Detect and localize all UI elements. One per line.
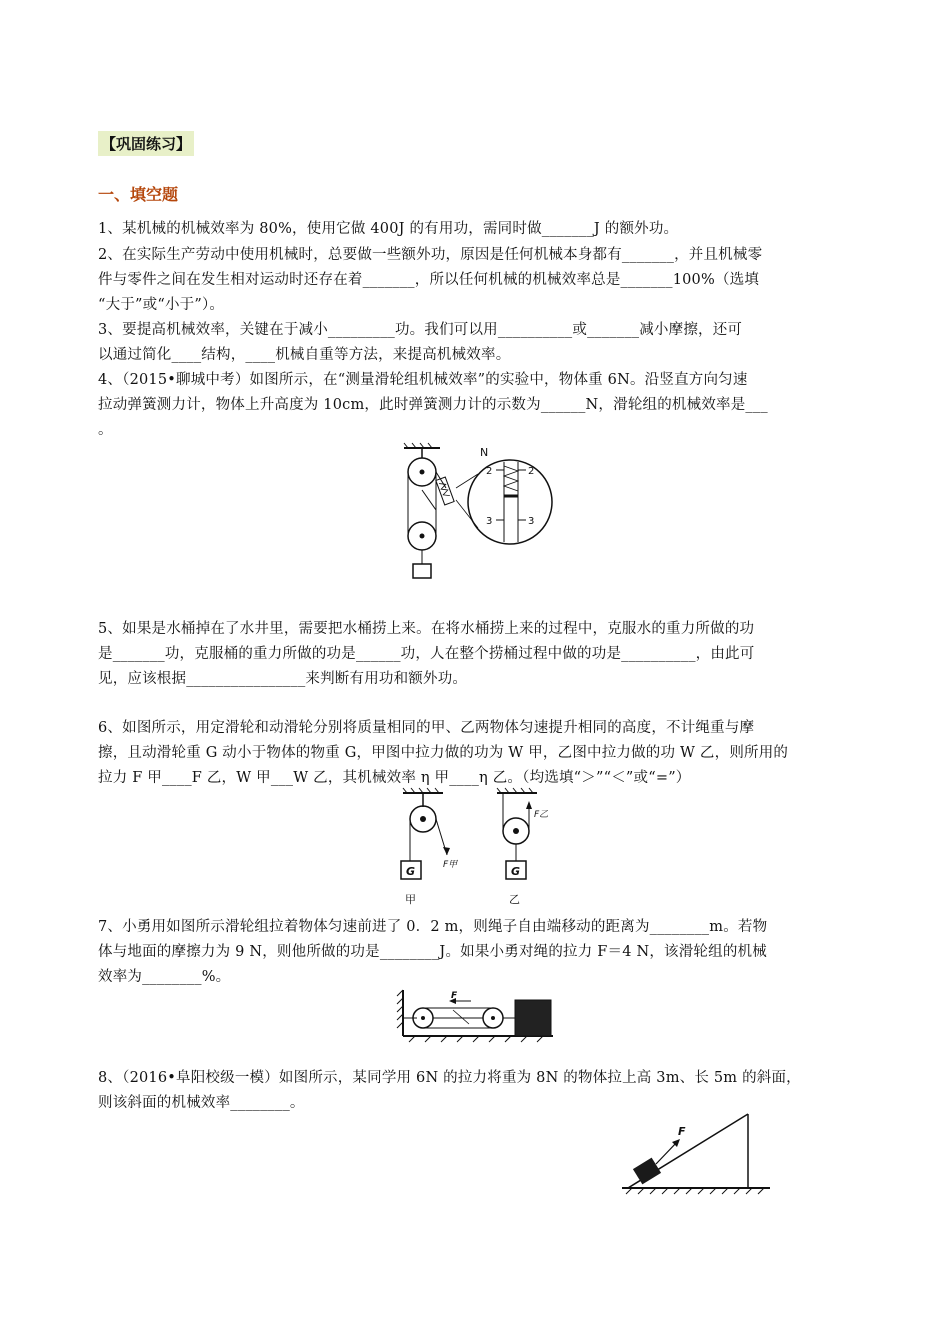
block-g-right-label: G <box>511 865 521 878</box>
force-f-label: F <box>451 991 458 1001</box>
fixed-movable-pulley-figure <box>393 787 563 907</box>
block-g-left-label: G <box>406 865 416 878</box>
question-4: 4、（2015•聊城中考）如图所示，在“测量滑轮组机械效率”的实验中，物体重 6N。沿竖直方向匀速 拉动弹簧测力计，物体上升高度为 10cm，此时弹簧测力计的示数为______N，滑轮组的机械效率是___ 。 <box>98 372 768 438</box>
horizontal-pulley-figure <box>393 988 555 1044</box>
tick-label-2-right: 2 <box>528 466 535 477</box>
question-2: 2、在实际生产劳动中使用机械时，总要做一些额外功，原因是任何机械本身都有_______，并且机械零 件与零件之间在发生相对运动时还存在着_______，所以任何机械的机械效率总是_______100%（选填 “大于”或“小于”）。 <box>98 247 763 313</box>
question-6: 6、如图所示，用定滑轮和动滑轮分别将质量相同的甲、乙两物体匀速提升相同的高度，不计绳重与摩 擦，且动滑轮重 G 动小于物体的物重 G，甲图中拉力做的功为 W 甲，乙图中拉力做的功 W 乙，则所用的 拉力 F 甲____F 乙，W 甲___W 乙，其机械效率 η 甲____η 乙。（均选填“＞”“＜”或“=”） <box>98 720 789 786</box>
force-f-yi-label: F乙 <box>534 810 549 820</box>
tick-label-3-right: 3 <box>528 516 535 527</box>
question-1: 1、某机械的机械效率为 80%，使用它做 400J 的有用功，需同时做_______J 的额外功。 <box>98 221 679 237</box>
section-title: 一、填空题 <box>98 185 179 204</box>
tick-label-2-left: 2 <box>486 466 493 477</box>
question-3: 3、要提高机械效率，关键在于减小_________功。我们可以用__________或_______减小摩擦，还可 以通过简化____结构，____机械自重等方法，来提高机械效率。 <box>98 322 743 363</box>
tick-label-3-left: 3 <box>486 516 493 527</box>
caption-jia: 甲 <box>405 893 416 906</box>
question-8: 8、（2016•阜阳校级一模）如图所示，某同学用 6N 的拉力将重为 8N 的物体拉上高 3m、长 5m 的斜面， 则该斜面的机械效率________。 <box>98 1070 801 1111</box>
question-7: 7、小勇用如图所示滑轮组拉着物体匀速前进了 0．2 m，则绳子自由端移动的距离为________m。若物 体与地面的摩擦力为 9 N，则他所做的功是________J。如果小勇对绳的拉力 F＝4 N，该滑轮组的机械 效率为________%。 <box>98 919 768 985</box>
force-f-jia-label: F甲 <box>443 860 458 870</box>
question-5: 5、如果是水桶掉在了水井里，需要把水桶捞上来。在将水桶捞上来的过程中，克服水的重力所做的功 是_______功，克服桶的重力所做的功是______功，人在整个捞桶过程中做的功是__________，由此可 见，应该根据________________来判断有用功和额外功。 <box>98 621 755 687</box>
exercise-heading: 【巩固练习】 <box>98 131 194 156</box>
pulley-scale-figure <box>400 440 560 590</box>
scale-unit-label: N <box>480 446 489 459</box>
inclined-plane-figure <box>620 1108 772 1196</box>
caption-yi: 乙 <box>509 893 520 906</box>
incline-force-f-label: F <box>678 1125 686 1138</box>
